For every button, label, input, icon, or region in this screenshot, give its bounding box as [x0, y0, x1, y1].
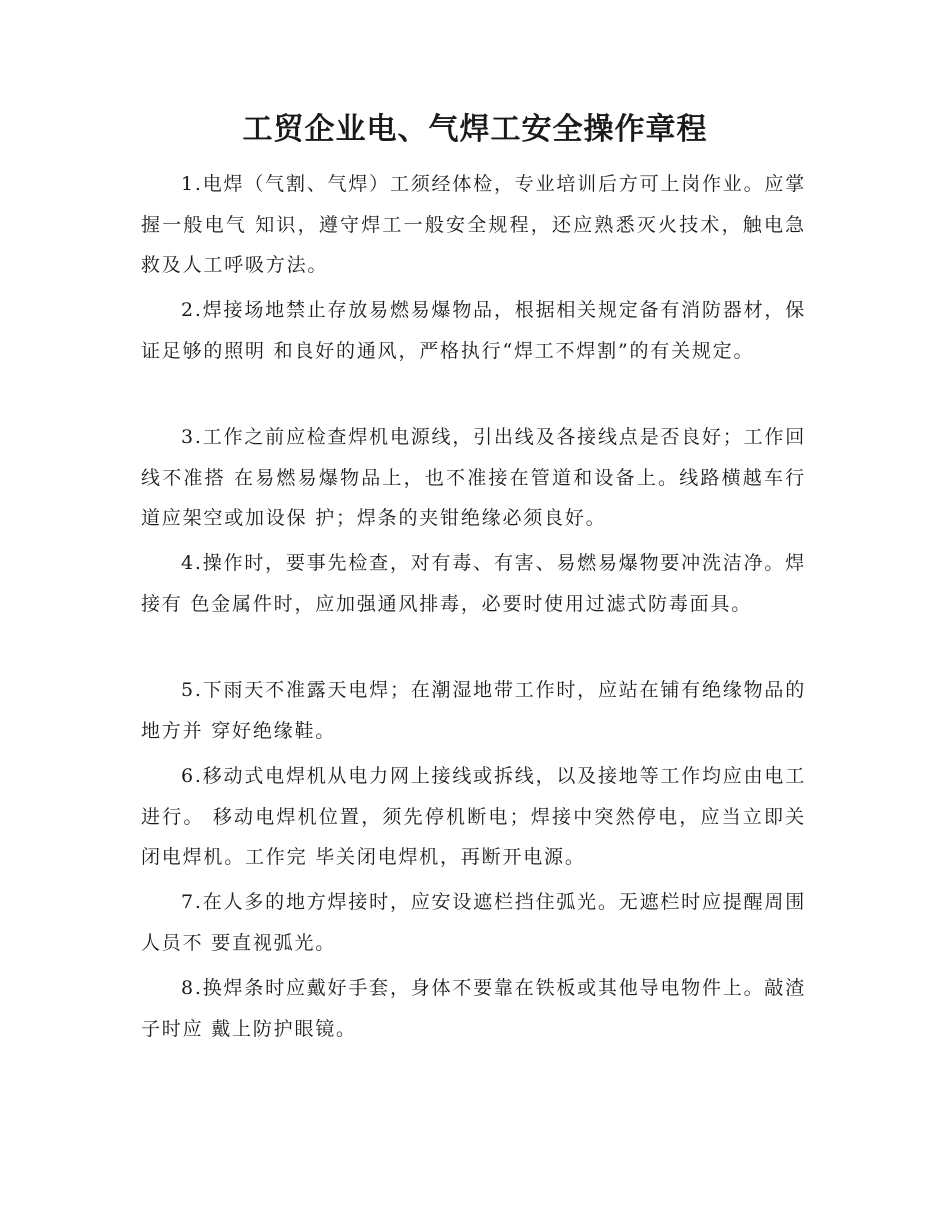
paragraph-3: 3.工作之前应检查焊机电源线，引出线及各接线点是否良好；工作回线不准搭 在易燃易爆物品上，也不准接在管道和设备上。线路横越车行道应架空或加设保 护；焊条的夹钳绝缘必须良好。: [141, 426, 806, 529]
paragraph-2: 2.焊接场地禁止存放易燃易爆物品，根据相关规定备有消防器材，保证足够的照明 和良好的通风，严格执行“焊工不焊割”的有关规定。: [141, 299, 806, 362]
paragraph-1: 1.电焊（气割、气焊）工须经体检，专业培训后方可上岗作业。应掌握一般电气 知识，遵守焊工一般安全规程，还应熟悉灭火技术，触电急救及人工呼吸方法。: [141, 173, 806, 276]
paragraph-8: 8.换焊条时应戴好手套，身体不要靠在铁板或其他导电物件上。敲渣子时应 戴上防护眼镜。: [141, 977, 806, 1040]
paragraph-4: 4.操作时，要事先检查，对有毒、有害、易燃易爆物要冲洗洁净。焊接有 色金属件时，应加强通风排毒，必要时使用过滤式防毒面具。: [141, 552, 806, 615]
paragraph-6: 6.移动式电焊机从电力网上接线或拆线，以及接地等工作均应由电工进行。 移动电焊机位置，须先停机断电；焊接中突然停电，应当立即关闭电焊机。工作完 毕关闭电焊机，再断开电源。: [141, 765, 806, 868]
document-title: 工贸企业电、气焊工安全操作章程: [242, 112, 708, 147]
paragraph-5: 5.下雨天不准露天电焊；在潮湿地带工作时，应站在铺有绝缘物品的地方并 穿好绝缘鞋。: [141, 679, 806, 742]
paragraph-7: 7.在人多的地方焊接时，应安设遮栏挡住弧光。无遮栏时应提醒周围人员不 要直视弧光。: [141, 891, 806, 954]
